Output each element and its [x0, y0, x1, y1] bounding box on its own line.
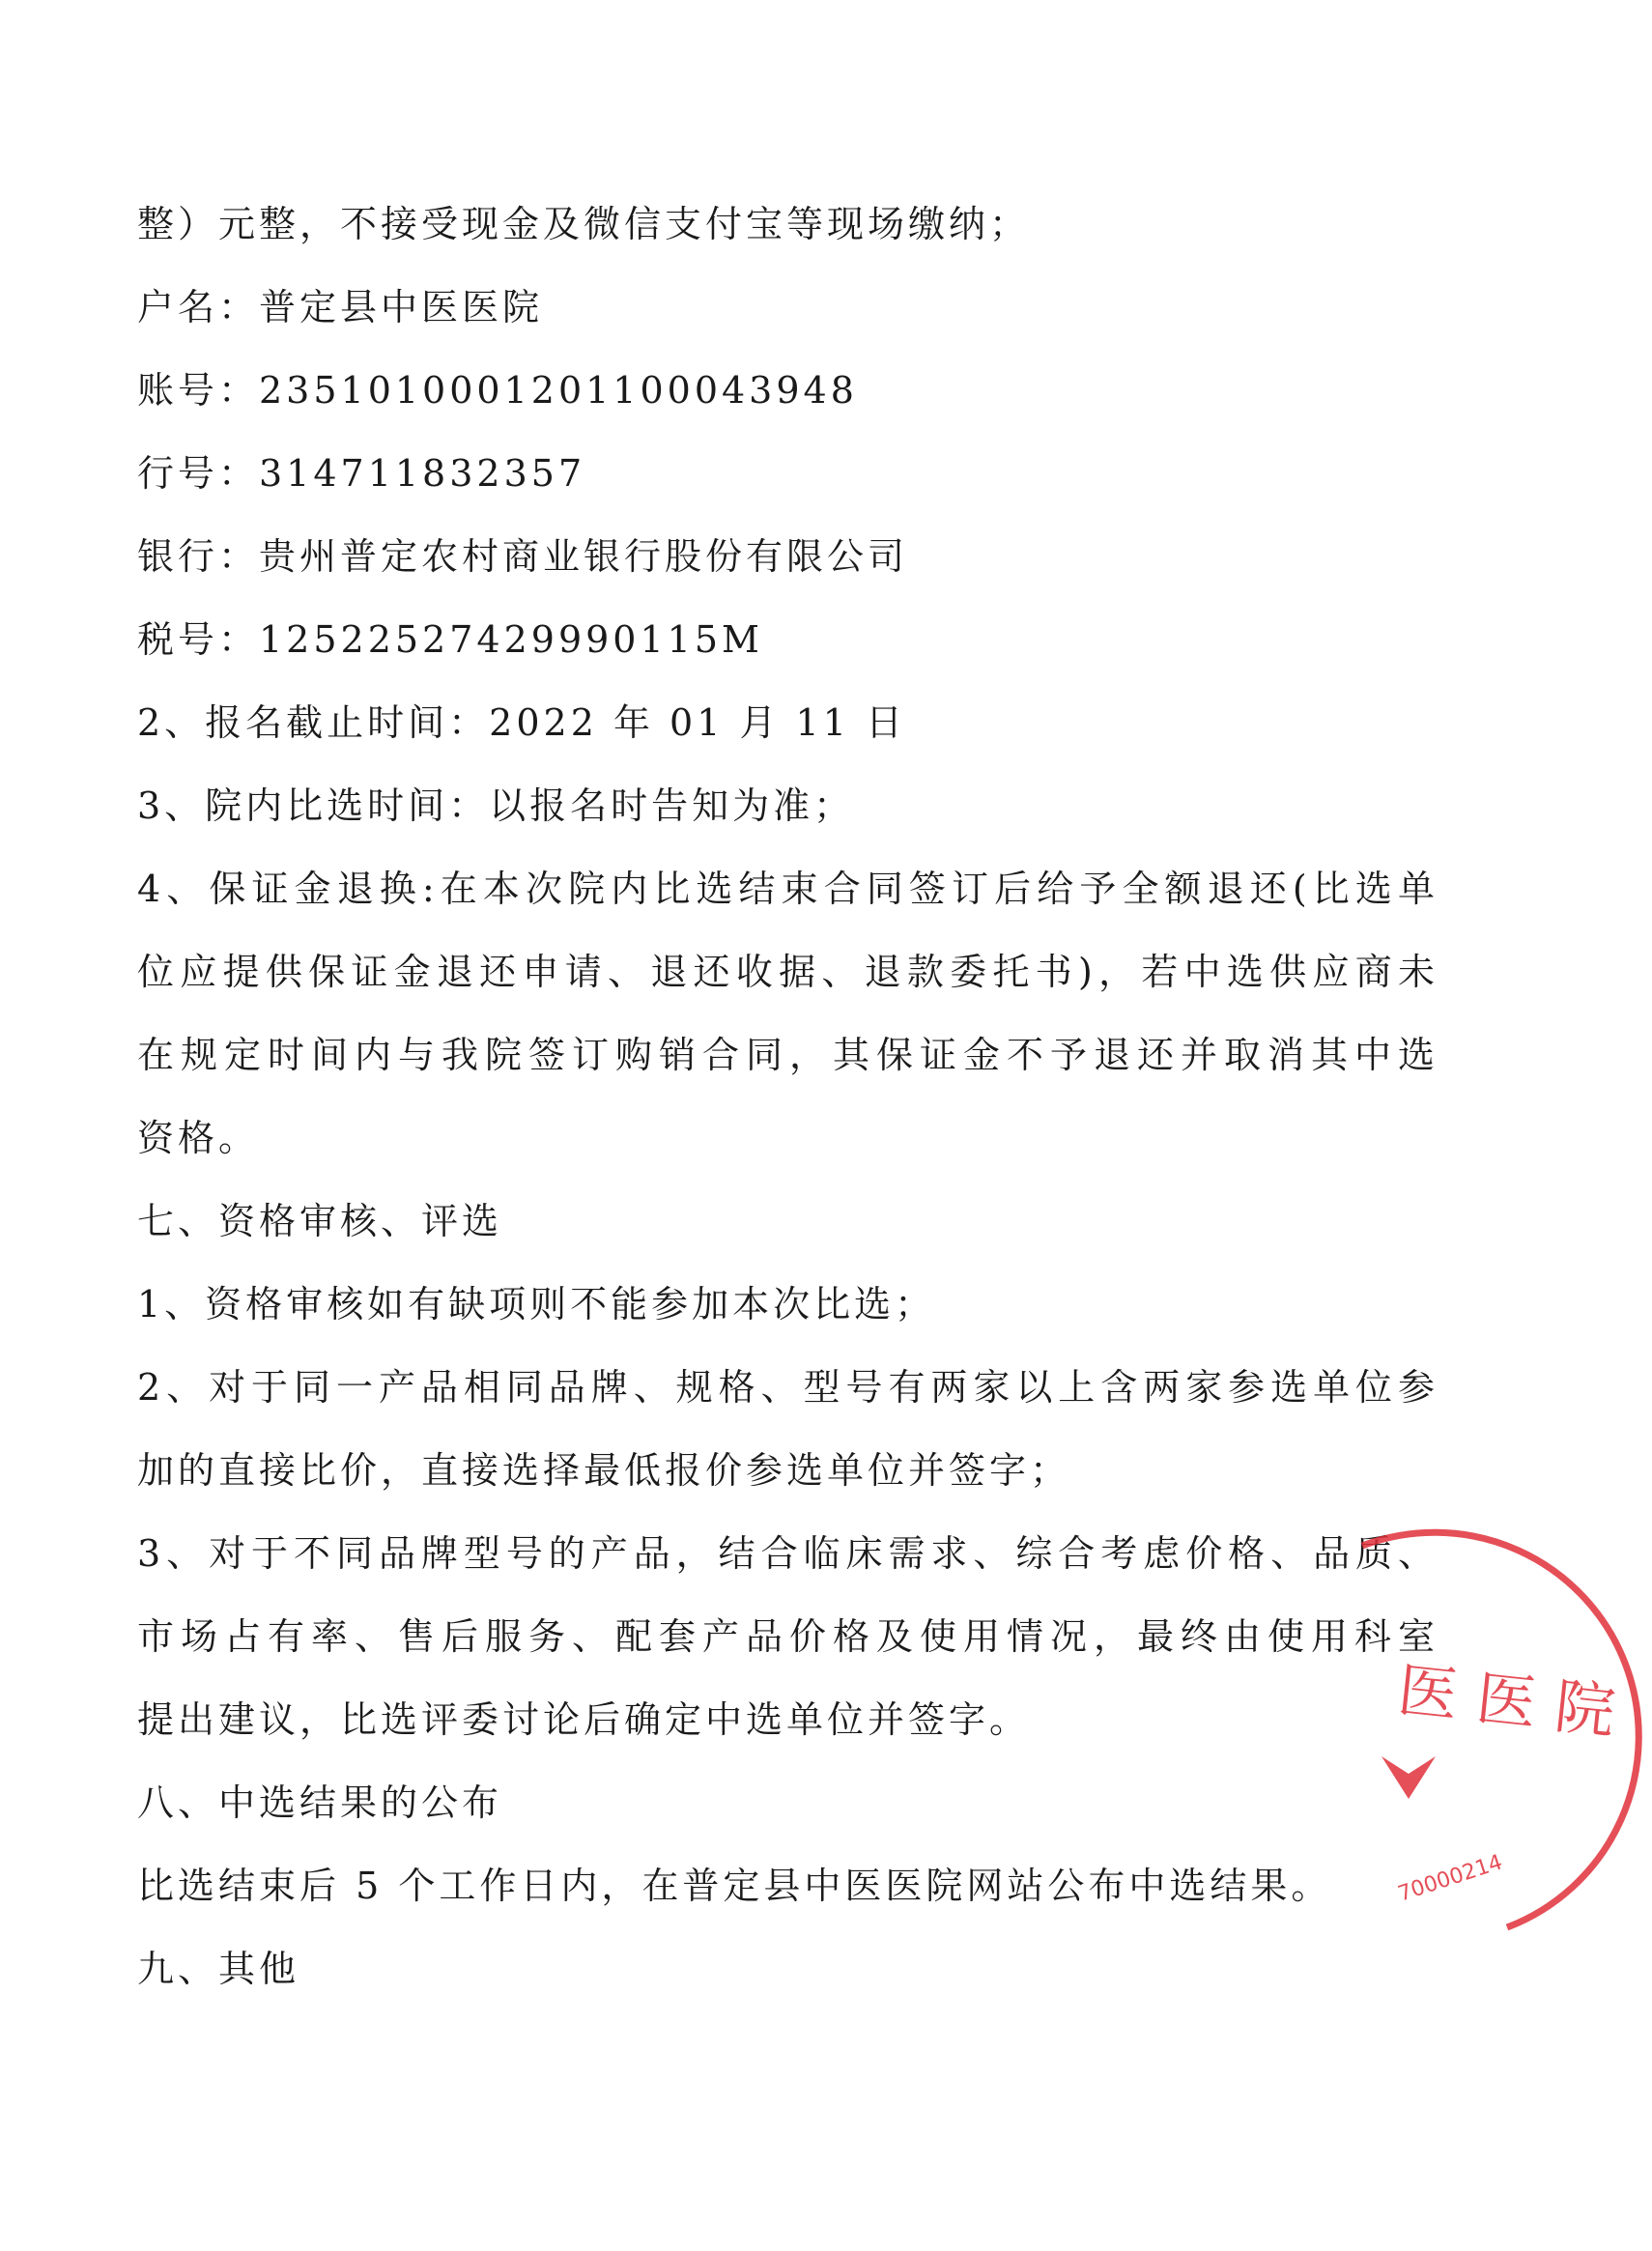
seal-graphic: [1362, 1546, 1652, 1952]
bank-name-line: 银行：贵州普定农村商业银行股份有限公司: [137, 535, 909, 578]
section-heading-results: 八、中选结果的公布: [137, 1781, 503, 1824]
section-heading-other: 九、其他: [137, 1948, 300, 1990]
qualification-item-3-line-3: 提出建议，比选评委讨论后确定中选单位并签字。: [137, 1698, 1031, 1741]
tax-number-line: 税号：12522527429990115M: [137, 618, 763, 661]
selection-time-line: 3、院内比选时间：以报名时告知为准；: [137, 784, 855, 827]
results-publication-line: 比选结束后 5 个工作日内，在普定县中医医院网站公布中选结果。: [137, 1865, 1332, 1907]
text-line: 整）元整，不接受现金及微信支付宝等现场缴纳；: [137, 203, 1031, 245]
qualification-item-1: 1、资格审核如有缺项则不能参加本次比选；: [137, 1283, 936, 1325]
qualification-item-2-line-2: 加的直接比价，直接选择最低报价参选单位并签字；: [137, 1449, 1071, 1492]
deposit-refund-line-1: 4、保证金退换:在本次院内比选结束合同签订后给予全额退还(比选单: [137, 868, 1437, 910]
deadline-line: 2、报名截止时间：2022 年 01 月 11 日: [137, 701, 906, 744]
seal-code: 70000214: [1395, 1850, 1506, 1907]
account-name-line: 户名：普定县中医医院: [137, 286, 544, 328]
official-seal-stamp: [1362, 1546, 1652, 1952]
qualification-item-3-line-1: 3、对于不同品牌型号的产品，结合临床需求、综合考虑价格、品质、: [137, 1532, 1437, 1575]
section-heading-qualification: 七、资格审核、评选: [137, 1200, 503, 1242]
qualification-item-2-line-1: 2、对于同一产品相同品牌、规格、型号有两家以上含两家参选单位参: [137, 1366, 1437, 1409]
deposit-refund-line-2: 位应提供保证金退还申请、退还收据、退款委托书)，若中选供应商未: [137, 951, 1437, 993]
account-number-line: 账号：2351010001201100043948: [137, 369, 858, 412]
deposit-refund-line-3: 在规定时间内与我院签订购销合同，其保证金不予退还并取消其中选: [137, 1034, 1437, 1076]
qualification-item-3-line-2: 市场占有率、售后服务、配套产品价格及使用情况，最终由使用科室: [137, 1615, 1437, 1658]
seal-text: 医 医 院: [1394, 1654, 1619, 1748]
seal-star-icon: [1381, 1756, 1436, 1799]
bank-code-line: 行号：314711832357: [137, 452, 586, 495]
deposit-refund-line-4: 资格。: [137, 1117, 260, 1159]
